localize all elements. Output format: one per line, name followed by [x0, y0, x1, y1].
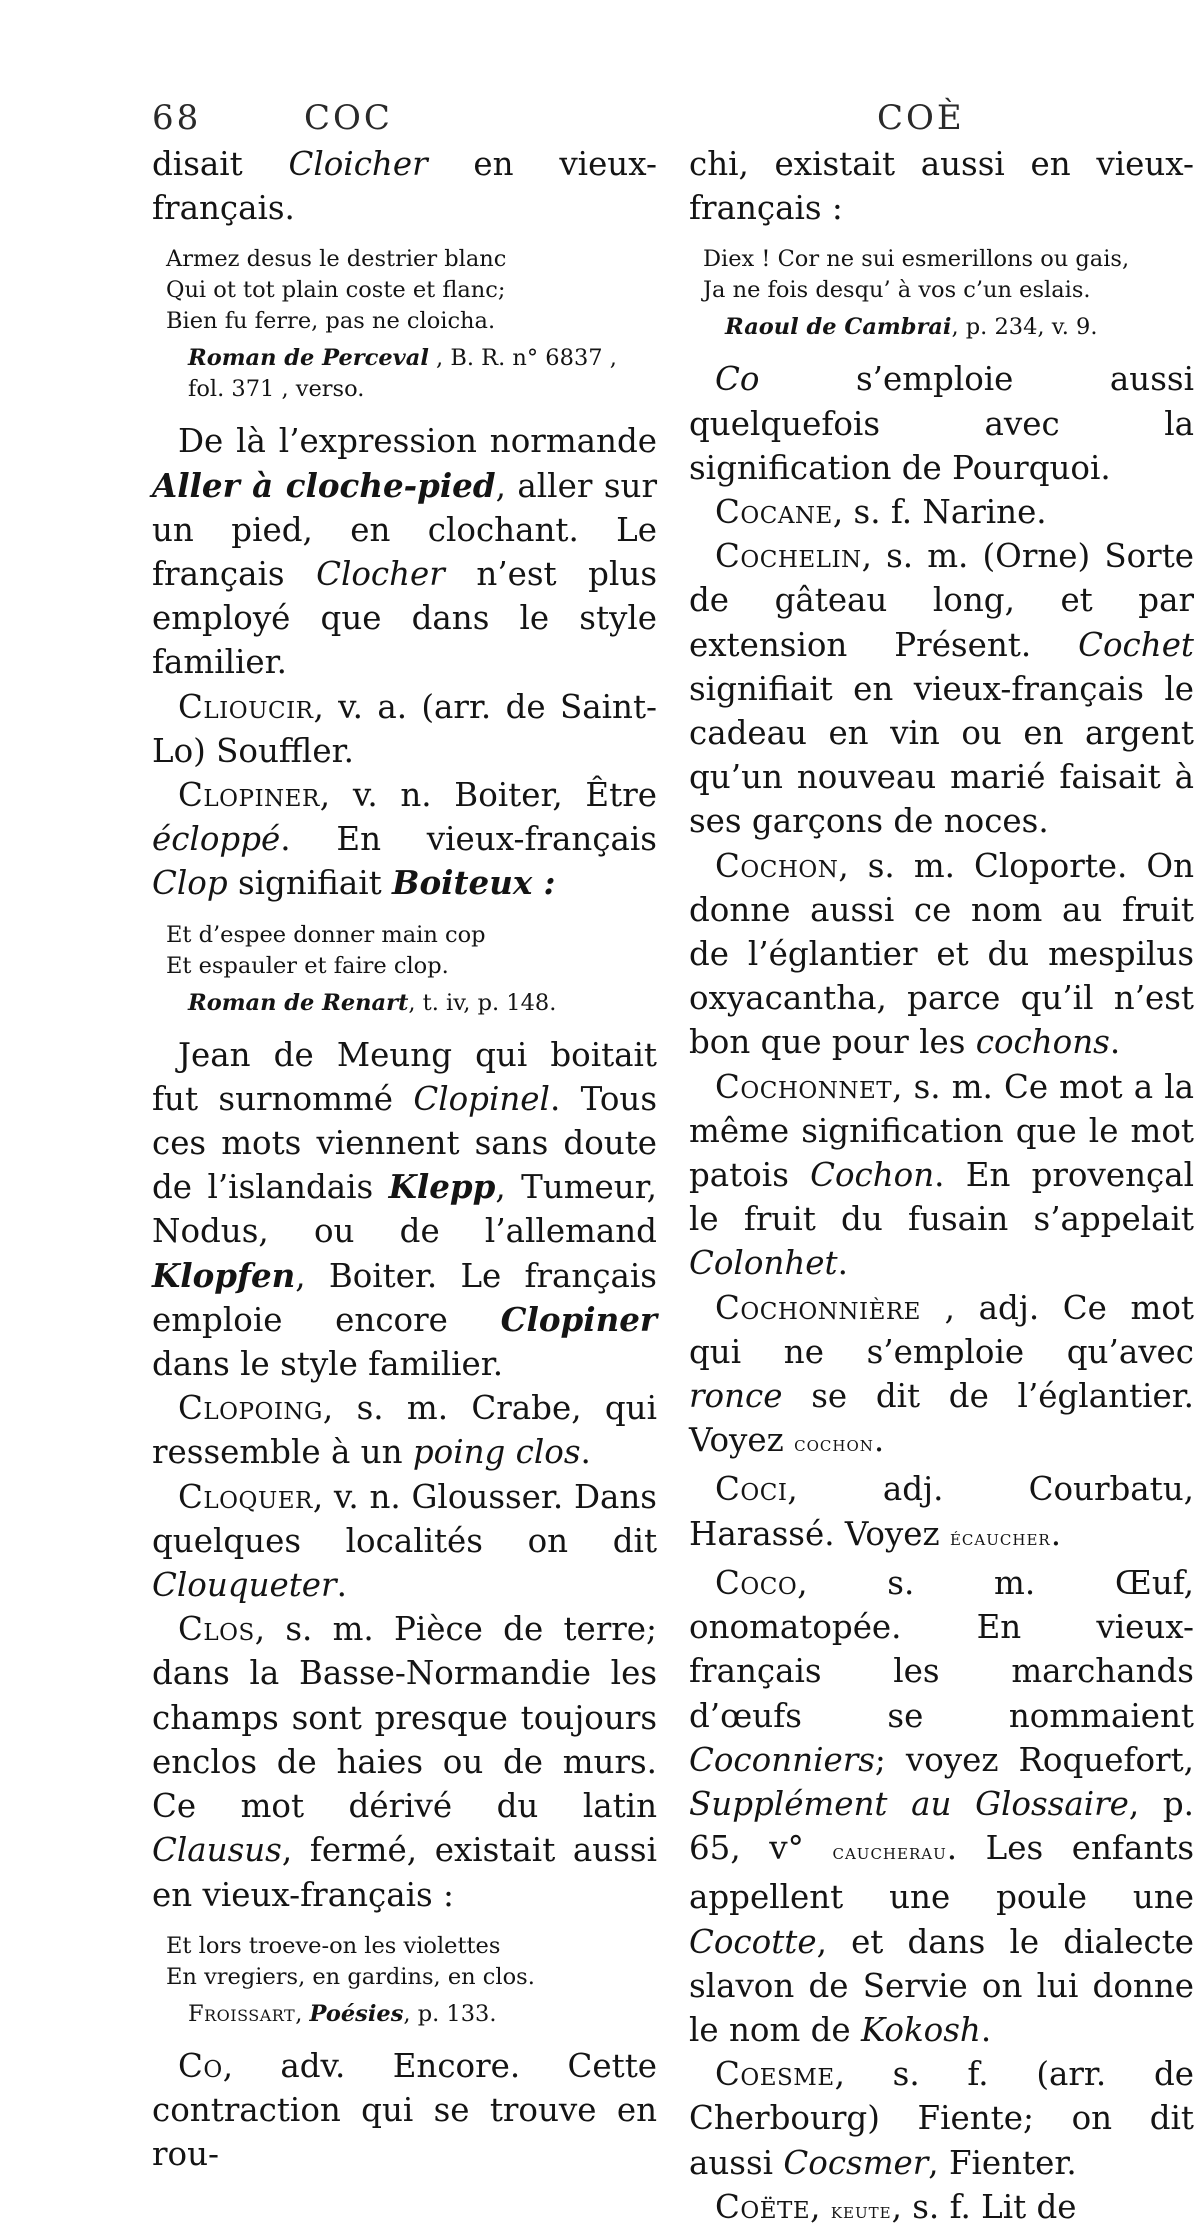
- entry-coesme: [689, 2052, 1194, 2185]
- quote-line: Et d’espee donner main cop: [166, 921, 486, 948]
- text: signifiait en vieux-français le cadeau en vin ou en argent qu’un nouveau marié faisait à ses garçons de noces.: [689, 669, 1194, 841]
- term: Cochon: [810, 1156, 935, 1195]
- text: . Les enfants appellent une poule une: [689, 1829, 1194, 1917]
- text: , adj. Courbatu, Harassé. Voyez: [689, 1470, 1194, 1553]
- text: .: [1109, 1023, 1121, 1062]
- entry-clopoing: [152, 1386, 657, 1474]
- entry-cocane: [689, 490, 1194, 534]
- term: Boiteux :: [392, 863, 556, 903]
- headword: Clos: [178, 1610, 255, 1649]
- term: Coconniers: [689, 1740, 875, 1779]
- entry-cloquer: [152, 1475, 657, 1608]
- term: Clausus: [152, 1831, 282, 1870]
- text: , s. m. Œuf, onomatopée. En vieux-français les marchands d’œufs se nommaient: [689, 1563, 1194, 1735]
- text: .: [873, 1421, 885, 1460]
- citation-ref: , B. R. n° 6837 , fol. 371 , verso.: [188, 345, 617, 403]
- text: signifiait: [227, 864, 393, 903]
- term: écloppé: [152, 820, 281, 859]
- citation-ref: , p. 234, v. 9.: [951, 314, 1098, 341]
- text: , v. n. Glousser. Dans quelques localités on dit: [152, 1477, 657, 1560]
- right-column: [689, 142, 1194, 2226]
- text: , aller sur un pied, en clochant. Le français: [152, 466, 657, 594]
- entry-clos: [152, 1607, 657, 1916]
- text: .: [580, 1433, 591, 1472]
- text: De là l’expression normande: [178, 422, 657, 461]
- term: cochons: [975, 1023, 1110, 1062]
- running-head-right: COÈ: [877, 98, 965, 138]
- citation-author: Froissart: [188, 2000, 296, 2027]
- variant-headword: keute: [830, 2198, 892, 2224]
- text: , s. m. (Orne) Sorte de gâteau long, et par extension Présent.: [689, 537, 1194, 664]
- text: en vieux-français.: [152, 145, 657, 228]
- term: Cocotte: [689, 1922, 817, 1961]
- text: ,: [810, 2187, 831, 2226]
- headword: Cochonnet: [715, 1067, 893, 1106]
- text: , fermé, existait aussi en vieux-français :: [152, 1831, 657, 1914]
- entry-coete: [689, 2185, 1194, 2234]
- quote-line: Armez desus le destrier blanc: [166, 246, 507, 273]
- quote-renart: [166, 920, 657, 982]
- citation-source: Poésies: [309, 2000, 404, 2027]
- running-head-left: COC: [304, 98, 393, 138]
- term: Co: [715, 360, 760, 399]
- term: Cloicher: [288, 145, 428, 183]
- quote-froissart: [166, 1931, 657, 1993]
- text: .: [980, 2010, 992, 2049]
- page-number: 68: [152, 98, 202, 138]
- text: , v. n. Boiter, Être: [319, 776, 657, 815]
- term: Clouqueter: [152, 1566, 337, 1605]
- left-column: [152, 142, 657, 2174]
- headword: Clioucir: [178, 687, 314, 726]
- headword: Cochelin: [715, 537, 862, 576]
- citation-ref: , t. iv, p. 148.: [408, 989, 557, 1016]
- text: . En provençal le fruit du fusain s’appelait: [689, 1156, 1194, 1239]
- headword: Coci: [715, 1470, 788, 1509]
- text: , s. m. Cloporte. On donne aussi ce nom au fruit de l’églantier et du mespilus oxyacantha, parce qu’il n’est bon que pour les: [689, 846, 1194, 1062]
- text: n’est plus employé que dans le style familier.: [152, 555, 657, 682]
- quote-line: Ja ne fois desqu’ à vos c’un eslais.: [703, 277, 1091, 304]
- text: , Tumeur, Nodus, ou de l’allemand: [152, 1168, 657, 1251]
- paragraph-cloche-pied: [152, 419, 657, 684]
- term: poing clos: [412, 1433, 581, 1472]
- text: se dit de l’églantier. Voyez: [689, 1377, 1194, 1460]
- paragraph-cloicher: disait Cloicher en vieux-français.: [152, 145, 657, 228]
- term: Clopinel: [413, 1079, 550, 1118]
- entry-cochon: [689, 844, 1194, 1065]
- term: Supplément au Glossaire: [689, 1784, 1129, 1823]
- paragraph-co-pourquoi: [689, 357, 1194, 490]
- citation-renart: [188, 988, 657, 1019]
- entry-coci: [689, 1467, 1194, 1560]
- text: , adv. Encore. Cette contraction qui se trouve en rou-: [152, 2046, 657, 2174]
- citation-ref: , p. 133.: [403, 2000, 497, 2027]
- headword: Cloquer: [178, 1477, 313, 1516]
- cross-reference: caucherau: [832, 1840, 947, 1866]
- text: , Fienter.: [928, 2143, 1077, 2182]
- text: , s. f. (arr. de Cherbourg) Fiente; on dit aussi: [689, 2055, 1194, 2182]
- quote-line: Qui ot tot plain coste et flanc;: [166, 277, 506, 304]
- headword: Coco: [715, 1563, 798, 1602]
- text: , Boiter. Le français emploie encore: [152, 1256, 657, 1339]
- citation-perceval: [188, 343, 657, 405]
- term: Clocher: [316, 555, 445, 594]
- text: . En vieux-français: [280, 820, 657, 859]
- text: .: [837, 1244, 848, 1283]
- quote-line: Diex ! Cor ne sui esmerillons ou gais,: [703, 246, 1130, 273]
- entry-clioucir: [152, 685, 657, 773]
- term: Klopfen: [152, 1255, 296, 1295]
- quote-line: Bien fu ferre, pas ne cloicha.: [166, 308, 496, 335]
- text: . Tous ces mots viennent sans doute de l’islandais: [152, 1079, 657, 1207]
- headword: Cochon: [715, 846, 839, 885]
- quote-line: En vregiers, en gardins, en clos.: [166, 1963, 535, 1990]
- term: Kokosh: [860, 2010, 981, 2049]
- citation-cambrai: [725, 312, 1194, 343]
- citation-source: Roman de Renart: [188, 989, 409, 1016]
- text: , s. m. Ce mot a la même signification que le mot patois: [689, 1067, 1194, 1195]
- term: Cocsmer: [783, 2143, 929, 2182]
- headword: Co: [178, 2046, 223, 2085]
- term: Cochet: [1078, 625, 1194, 664]
- entry-co: [152, 2044, 657, 2177]
- headword: Coëte: [715, 2187, 811, 2226]
- text: , et dans le dialecte slavon de Servie on lui donne le nom de: [689, 1922, 1194, 2049]
- term: Clopiner: [500, 1299, 657, 1339]
- entry-clopiner: [152, 773, 657, 906]
- term: ronce: [689, 1377, 783, 1416]
- text: .: [1050, 1514, 1062, 1553]
- quote-line: Et lors troeve-on les violettes: [166, 1932, 501, 1959]
- term: Aller à cloche-pied: [152, 465, 496, 505]
- text: ; voyez Roquefort,: [874, 1740, 1194, 1779]
- paragraph-continued: chi, existait aussi en vieux-français :: [689, 145, 1194, 228]
- text: dans le style familier.: [152, 1345, 504, 1384]
- cross-reference: cochon: [794, 1432, 874, 1458]
- text: s’emploie aussi quelquefois avec la signification de Pourquoi.: [689, 360, 1194, 487]
- entry-cochelin: [689, 534, 1194, 843]
- headword: Coesme: [715, 2055, 835, 2094]
- text: , s. f. Narine.: [832, 493, 1047, 532]
- quote-cambrai: [703, 244, 1194, 306]
- headword: Clopoing: [178, 1389, 323, 1428]
- entry-cochonniere: [689, 1286, 1194, 1468]
- citation-froissart: Froissart, Poésies, p. 133.: [188, 2000, 497, 2027]
- text: , v. a. (arr. de Saint-Lo) Souffler.: [152, 687, 657, 770]
- citation-source: Roman de Perceval: [188, 345, 429, 372]
- text: , p. 65, v°: [689, 1784, 1194, 1868]
- headword: Cocane: [715, 493, 833, 532]
- entry-cochonnet: [689, 1065, 1194, 1286]
- headword: Clopiner: [178, 776, 320, 815]
- entry-coco: [689, 1561, 1194, 2052]
- cross-reference: écaucher: [949, 1525, 1051, 1551]
- quote-line: Et espauler et faire clop.: [166, 952, 449, 979]
- term: Clop: [152, 864, 228, 903]
- text: , s. f. Lit de: [891, 2187, 1077, 2226]
- quote-perceval: [166, 244, 657, 337]
- citation-source: Raoul de Cambrai: [725, 314, 952, 341]
- text: .: [336, 1566, 347, 1605]
- text: , s. m. Crabe, qui ressemble à un: [152, 1389, 657, 1472]
- headword: Cochonnière: [715, 1288, 921, 1327]
- text: , adj. Ce mot qui ne s’emploie qu’avec: [689, 1288, 1194, 1371]
- text: , s. m. Pièce de terre; dans la Basse-Normandie les champs sont presque toujours enclos de haies ou de murs. Ce mot dérivé du latin: [152, 1610, 657, 1826]
- paragraph-clopinel: [152, 1033, 657, 1387]
- term: Klepp: [388, 1167, 496, 1207]
- term: Colonhet: [689, 1244, 838, 1283]
- text: Jean de Meung qui boitait fut surnommé: [152, 1035, 657, 1118]
